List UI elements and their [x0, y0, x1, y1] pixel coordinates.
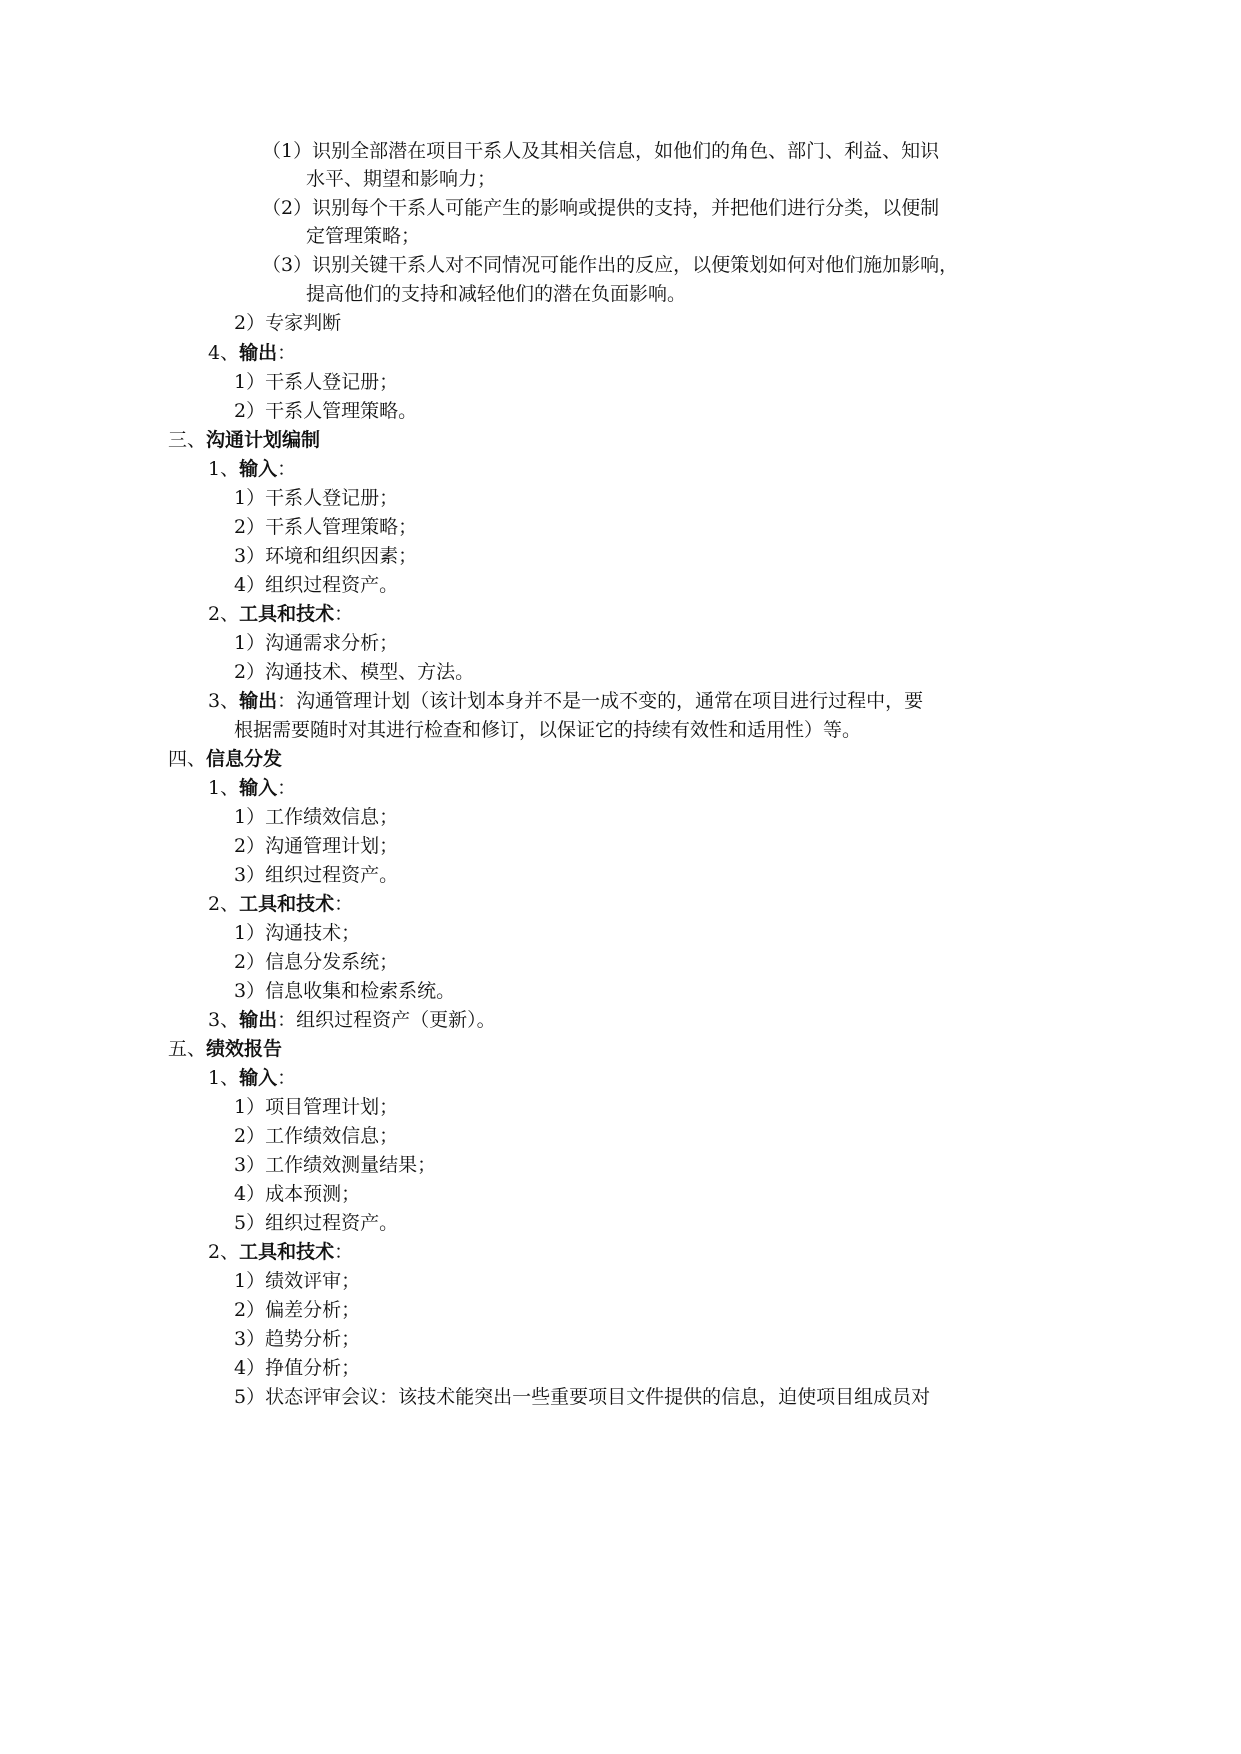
subheading-text: ：沟通管理计划（该计划本身并不是一成不变的，通常在项目进行过程中，要 — [277, 690, 924, 712]
subheading-number: 1、 — [208, 1067, 240, 1089]
text-line: （3）识别关键干系人对不同情况可能作出的反应，以便策划如何对他们施加影响， — [262, 254, 959, 276]
subheading — [208, 1238, 353, 1266]
text-line: 1）干系人登记册； — [234, 371, 399, 393]
text-line: 4）挣值分析； — [234, 1357, 361, 1379]
subheading-number: 3、 — [208, 1009, 240, 1031]
text-line: （2）识别每个干系人可能产生的影响或提供的支持，并把他们进行分类，以便制 — [262, 197, 940, 219]
text-line: 2）信息分发系统； — [234, 951, 399, 973]
subheading-label: 输入 — [239, 777, 278, 799]
section-heading — [168, 426, 320, 454]
text-line: 根据需要随时对其进行检查和修订，以保证它的持续有效性和适用性）等。 — [234, 719, 862, 741]
subheading-number: 1、 — [208, 777, 240, 799]
text-line: 1）沟通需求分析； — [234, 632, 399, 654]
subheading-label: 输出 — [239, 1009, 278, 1031]
text-line: 提高他们的支持和减轻他们的潜在负面影响。 — [306, 283, 687, 305]
text-line: 2）偏差分析； — [234, 1299, 361, 1321]
subheading — [208, 455, 296, 483]
subheading — [208, 600, 353, 628]
subheading — [208, 687, 923, 715]
text-line: 3）信息收集和检索系统。 — [234, 980, 456, 1002]
subheading-colon: ： — [334, 603, 354, 625]
text-line: 5）组织过程资产。 — [234, 1212, 399, 1234]
subheading-colon: ： — [277, 1067, 297, 1089]
subheading-number: 2、 — [208, 893, 240, 915]
subheading-text: ：组织过程资产（更新）。 — [277, 1009, 496, 1031]
section-number: 四、 — [168, 748, 207, 770]
section-heading — [168, 745, 282, 773]
text-line: 1）项目管理计划； — [234, 1096, 399, 1118]
subheading-label: 工具和技术 — [239, 603, 335, 625]
subheading-number: 4、 — [208, 342, 240, 364]
subheading-label: 输出 — [239, 342, 278, 364]
subheading-number: 2、 — [208, 1241, 240, 1263]
subheading-number: 1、 — [208, 458, 240, 480]
section-title: 信息分发 — [206, 748, 283, 770]
subheading-colon: ： — [334, 1241, 354, 1263]
subheading-label: 工具和技术 — [239, 1241, 335, 1263]
subheading-label: 输入 — [239, 1067, 278, 1089]
subheading — [208, 339, 296, 367]
subheading — [208, 890, 353, 918]
section-title: 绩效报告 — [206, 1038, 283, 1060]
section-number: 五、 — [168, 1038, 207, 1060]
text-line: 5）状态评审会议：该技术能突出一些重要项目文件提供的信息，迫使项目组成员对 — [234, 1386, 931, 1408]
text-line: 3）组织过程资产。 — [234, 864, 399, 886]
text-line: 1）工作绩效信息； — [234, 806, 399, 828]
text-line: （1）识别全部潜在项目干系人及其相关信息，如他们的角色、部门、利益、知识 — [262, 140, 940, 162]
text-line: 2）工作绩效信息； — [234, 1125, 399, 1147]
section-title: 沟通计划编制 — [206, 429, 321, 451]
text-line: 2）专家判断 — [234, 312, 342, 334]
subheading-number: 3、 — [208, 690, 240, 712]
text-line: 定管理策略； — [306, 225, 421, 247]
subheading-colon: ： — [334, 893, 354, 915]
subheading-label: 输出 — [239, 690, 278, 712]
subheading-colon: ： — [277, 458, 297, 480]
subheading-label: 输入 — [239, 458, 278, 480]
text-line: 2）沟通技术、模型、方法。 — [234, 661, 475, 683]
subheading-colon: ： — [277, 777, 297, 799]
text-line: 4）组织过程资产。 — [234, 574, 399, 596]
text-line: 水平、期望和影响力； — [306, 168, 497, 190]
text-line: 2）干系人管理策略； — [234, 516, 418, 538]
section-heading — [168, 1035, 282, 1063]
text-line: 3）趋势分析； — [234, 1328, 361, 1350]
subheading-colon: ： — [277, 342, 297, 364]
text-line: 1）绩效评审； — [234, 1270, 361, 1292]
text-line: 2）沟通管理计划； — [234, 835, 399, 857]
text-line: 4）成本预测； — [234, 1183, 361, 1205]
subheading-label: 工具和技术 — [239, 893, 335, 915]
text-line: 1）干系人登记册； — [234, 487, 399, 509]
text-line: 3）工作绩效测量结果； — [234, 1154, 437, 1176]
section-number: 三、 — [168, 429, 207, 451]
text-line: 2）干系人管理策略。 — [234, 400, 418, 422]
text-line: 1）沟通技术； — [234, 922, 361, 944]
text-line: 3）环境和组织因素； — [234, 545, 418, 567]
subheading — [208, 774, 296, 802]
subheading — [208, 1006, 496, 1034]
subheading — [208, 1064, 296, 1092]
subheading-number: 2、 — [208, 603, 240, 625]
